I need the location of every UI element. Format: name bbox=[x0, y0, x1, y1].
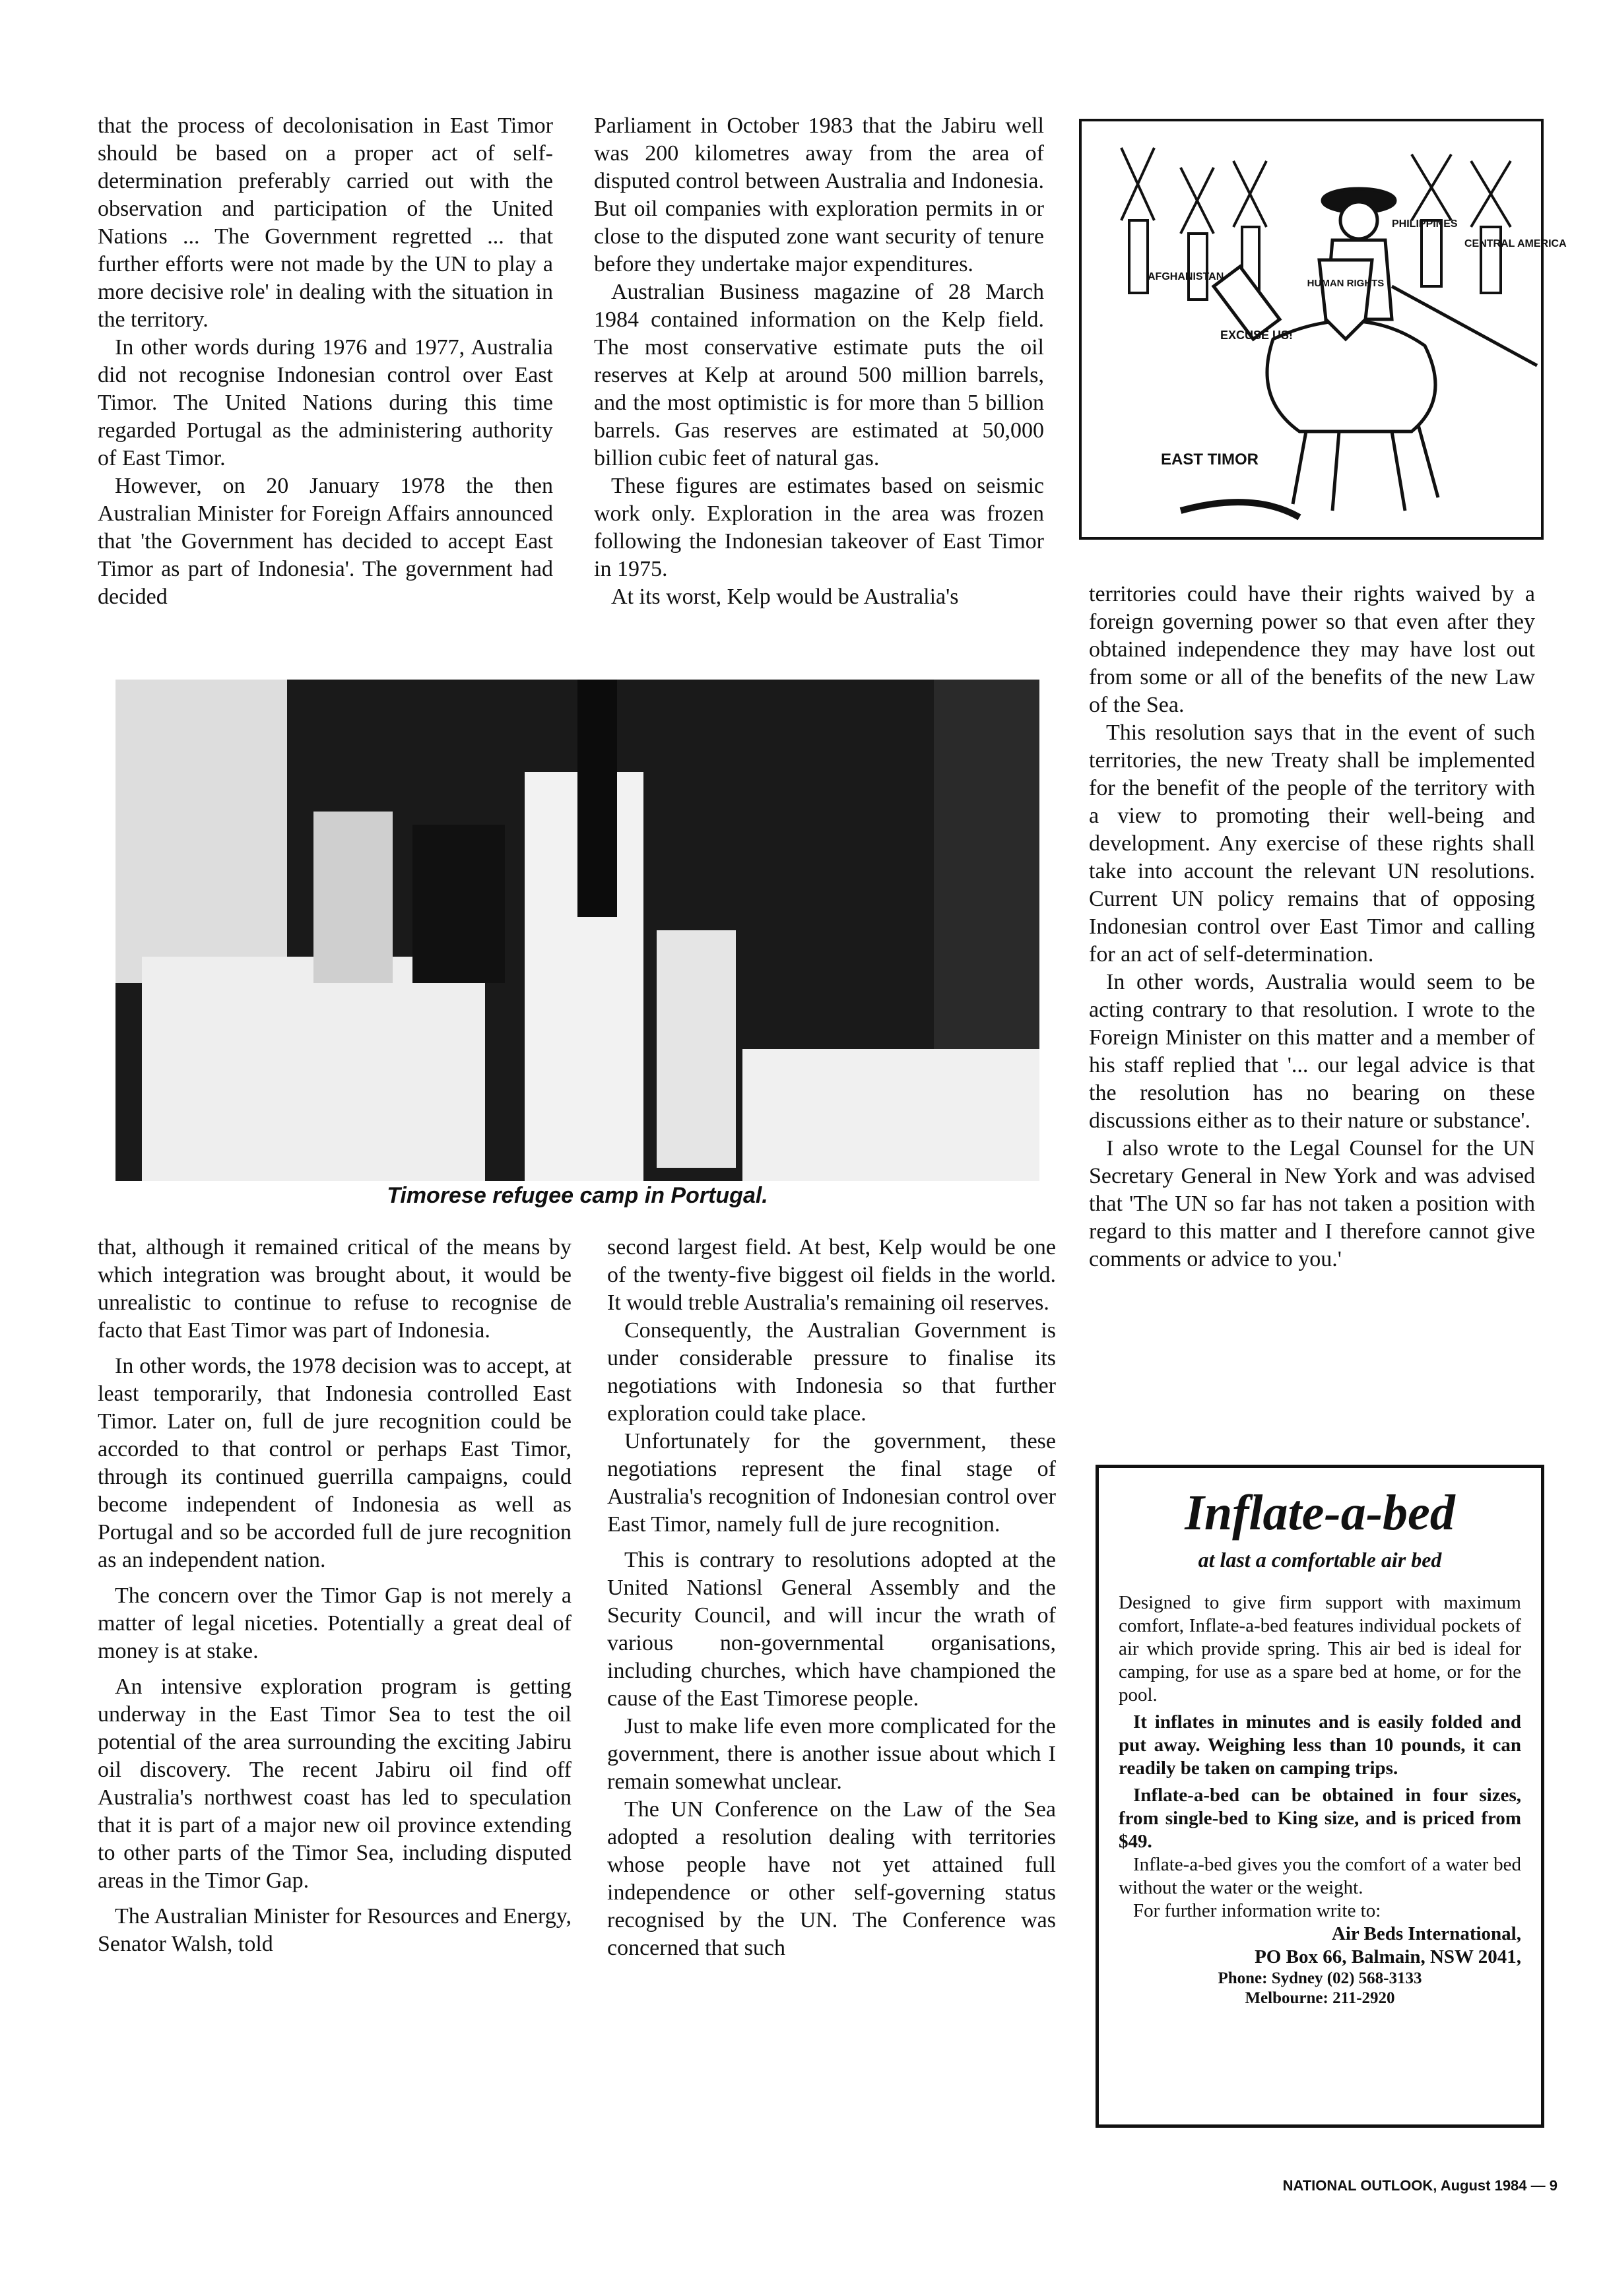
paragraph: In other words during 1976 and 1977, Australia did not recognise Indonesian control over East Timor. The United Nations during this time regarded Portugal as the administering authority of East Timor. bbox=[98, 335, 553, 470]
editorial-cartoon bbox=[1079, 119, 1567, 540]
paragraph: Unfortunately for the government, these negotiations represent the final stage of Australia's recognition of Indonesian control over East Timor, namely full de jure recognition. bbox=[607, 1429, 1056, 1537]
ad-body: For further information write to: bbox=[1133, 1900, 1381, 1921]
cartoon-label: CENTRAL AMERICA bbox=[1464, 238, 1567, 249]
ad-title: Inflate-a-bed bbox=[1185, 1485, 1455, 1541]
page-footer: NATIONAL OUTLOOK, August 1984 — 9 bbox=[1282, 2177, 1557, 2194]
paragraph: that the process of decolonisation in East Timor should be based on a proper act of self-determination preferably carried out with the observation and participation of the United Nations ... The Government regretted ... that further efforts were not made by the UN to play a more decisive role' in dealing with the situation in the territory. bbox=[98, 113, 553, 332]
ad-tagline: at last a comfortable air bed bbox=[1198, 1548, 1442, 1572]
ad-body: It inflates in minutes and is easily folded and put away. Weighing less than 10 pounds, it can readily be taken on camping trips. bbox=[1119, 1711, 1521, 1779]
paragraph: Consequently, the Australian Government is under considerable pressure to finalise its negotiations with Indonesia so that further exploration could take place. bbox=[607, 1318, 1056, 1426]
paragraph: Parliament in October 1983 that the Jabiru well was 200 kilometres away from the area of disputed control between Australia and Indonesia. But oil companies with exploration permits in or close to the disputed zone want security of tenure before they undertake major expenditures. bbox=[594, 113, 1044, 276]
article-column-2-top bbox=[594, 112, 1044, 611]
paragraph: The concern over the Timor Gap is not merely a matter of legal niceties. Potentially a great deal of money is at stake. bbox=[98, 1583, 572, 1663]
paragraph: In other words, Australia would seem to be acting contrary to that resolution. I wrote to the Foreign Minister on this matter and a member of his staff replied that '... our legal advice is that the resolution has no bearing on these discussions either as to their nature or substance'. bbox=[1089, 970, 1535, 1133]
cartoon-drawing bbox=[1082, 121, 1567, 537]
article-column-3 bbox=[1089, 581, 1535, 1273]
ad-phone: Melbourne: 211-2920 bbox=[1245, 1989, 1395, 2007]
cartoon-label: AFGHANISTAN bbox=[1148, 271, 1224, 282]
ad-body: Designed to give firm support with maximum comfort, Inflate-a-bed features individual pockets of air which provide spring. This air bed is ideal for camping, for use as a spare bed at home, or for the pool. bbox=[1119, 1592, 1521, 1706]
paragraph: These figures are estimates based on seismic work only. Exploration in the area was frozen following the Indonesian takeover of East Timor in 1975. bbox=[594, 474, 1044, 581]
ad-address: Air Beds International, bbox=[1331, 1923, 1521, 1944]
paragraph: territories could have their rights waived by a foreign governing power so that even after they obtained independence they may have lost out from some or all of the benefits of the new Law of the Sea. bbox=[1089, 582, 1535, 717]
paragraph: In other words, the 1978 decision was to accept, at least temporarily, that Indonesia controlled East Timor. Later on, full de jure recognition could be accorded to that control or perhaps East Timor, through its continued guerrilla campaigns, could become independent of Indonesia as well as Portugal and so be accorded full de jure recognition as an independent nation. bbox=[98, 1354, 572, 1572]
paragraph: second largest field. At best, Kelp would be one of the twenty-five biggest oil fields in the world. It would treble Australia's remaining oil reserves. bbox=[607, 1235, 1056, 1315]
cartoon-label: PHILIPPINES bbox=[1392, 218, 1458, 230]
shield-label: HUMAN RIGHTS bbox=[1307, 278, 1385, 289]
ad-address: PO Box 66, Balmain, NSW 2041, bbox=[1255, 1946, 1521, 1967]
paragraph: However, on 20 January 1978 the then Australian Minister for Foreign Affairs announced that 'the Government has decided to accept East Timor as part of Indonesia'. The government had decided bbox=[98, 474, 553, 609]
paragraph: The UN Conference on the Law of the Sea adopted a resolution dealing with territories whose people have not yet attained full independence or other self-governing status recognised by the UN. The Conference was concerned that such bbox=[607, 1797, 1056, 1960]
article-column-1-bottom bbox=[98, 1234, 572, 1958]
ad-body: Inflate-a-bed gives you the comfort of a water bed without the water or the weight. bbox=[1119, 1854, 1521, 1898]
paragraph: I also wrote to the Legal Counsel for the UN Secretary General in New York and was advised that 'The UN so far has not taken a position with regard to this matter and I therefore cannot give comments or advice to you.' bbox=[1089, 1136, 1535, 1271]
paragraph: Just to make life even more complicated for the government, there is another issue about which I remain somewhat unclear. bbox=[607, 1714, 1056, 1794]
paragraph: Australian Business magazine of 28 March 1984 contained information on the Kelp field. The most conservative estimate puts the oil reserves at Kelp at around 500 million barrels, and the most optimistic is for more than 5 billion barrels. Gas reserves are estimated at 50,000 billion cubic feet of natural gas. bbox=[594, 280, 1044, 470]
photo-image bbox=[115, 680, 1039, 1181]
photo-caption: Timorese refugee camp in Portugal. bbox=[387, 1183, 768, 1208]
refugee-camp-photo bbox=[115, 680, 1039, 1181]
paragraph: At its worst, Kelp would be Australia's bbox=[611, 585, 959, 609]
paragraph: This is contrary to resolutions adopted at the United Nationsl General Assembly and the Security Council, and will incur the wrath of various non-governmental organisations, including churches, which have championed the cause of the East Timorese people. bbox=[607, 1548, 1056, 1711]
cartoon-label: EAST TIMOR bbox=[1161, 451, 1259, 468]
inflate-a-bed-advertisement bbox=[1096, 1465, 1544, 2128]
paragraph: This resolution says that in the event of such territories, the new Treaty shall be implemented for the benefit of the people of the territory with a view to promoting their well-being and development. Any exercise of these rights shall take into account the relevant UN resolutions. Current UN policy remains that of opposing Indonesian control over East Timor and calling for an act of self-determination. bbox=[1089, 720, 1535, 967]
paragraph: that, although it remained critical of the means by which integration was brought about, it would be unrealistic to continue to refuse to recognise de facto that East Timor was part of Indonesia. bbox=[98, 1235, 572, 1343]
paragraph: The Australian Minister for Resources and Energy, Senator Walsh, told bbox=[98, 1904, 572, 1956]
ad-body: Inflate-a-bed can be obtained in four sizes, from single-bed to King size, and is priced from $49. bbox=[1119, 1785, 1521, 1852]
article-column-2-bottom bbox=[607, 1234, 1056, 1962]
speech-label: EXCUSE US! bbox=[1220, 329, 1294, 342]
article-column-1-top bbox=[98, 112, 553, 611]
paragraph: An intensive exploration program is getting underway in the East Timor Sea to test the oil potential of the area surrounding the exciting Jabiru oil discovery. The recent Jabiru oil find off Australia's northwest coast has led to speculation that it is part of a major new oil province extending to other parts of the Timor Sea, including disputed areas in the Timor Gap. bbox=[98, 1674, 572, 1893]
ad-phone: Phone: Sydney (02) 568-3133 bbox=[1218, 1969, 1422, 1987]
